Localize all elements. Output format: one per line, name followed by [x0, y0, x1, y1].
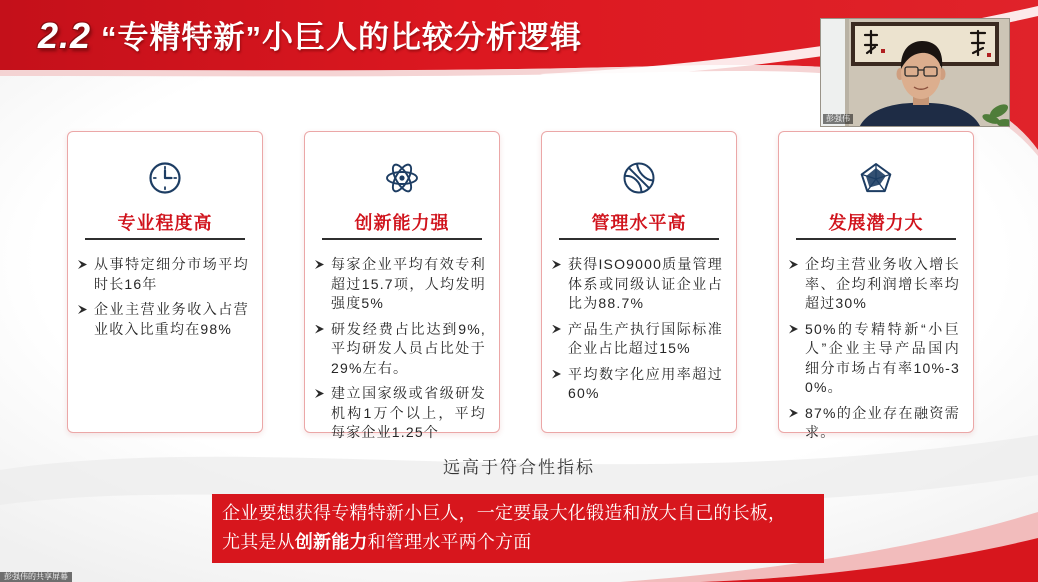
- conclusion-callout: [212, 494, 824, 563]
- bullet-text: 企业主营业务收入占营业收入比重均在98%: [94, 301, 249, 337]
- list-item: [789, 320, 960, 398]
- webcam-feed: [821, 19, 1010, 127]
- bullet-text: 50%的专精特新“小巨人”企业主导产品国内细分市场占有率10%-30%。: [805, 320, 960, 395]
- presenter-video-tile[interactable]: [820, 18, 1010, 127]
- bullet-list: [305, 255, 499, 443]
- arrow-bullet-icon: [78, 305, 87, 314]
- bullet-list: [542, 255, 736, 404]
- callout-text: 尤其是从: [222, 532, 295, 552]
- list-item: [552, 320, 723, 359]
- bullet-list: [779, 255, 973, 443]
- arrow-bullet-icon: [552, 325, 561, 334]
- slide-title: [38, 14, 582, 60]
- card-innovation: [304, 131, 500, 440]
- bullet-text: 研发经费占比达到9%,平均研发人员占比处于29%左右。: [331, 320, 486, 376]
- arrow-bullet-icon: [552, 370, 561, 379]
- list-item: [789, 404, 960, 443]
- card-growth-potential: [778, 131, 974, 440]
- list-item: [315, 384, 486, 443]
- title-underline: [796, 238, 956, 240]
- card-specialization: [67, 131, 263, 433]
- bullet-text: 建立国家级或省级研发机构1万个以上，平均每家企业1.25个: [331, 385, 486, 440]
- basketball-icon: [621, 160, 657, 196]
- feature-cards: [67, 131, 974, 440]
- arrow-bullet-icon: [789, 260, 798, 269]
- bullet-text: 从事特定细分市场平均时长16年: [94, 256, 249, 292]
- arrow-bullet-icon: [315, 325, 324, 334]
- card-title: 发展潜力大: [828, 213, 924, 233]
- list-item: [78, 255, 249, 294]
- card-title: 管理水平高: [591, 213, 687, 233]
- list-item: [552, 255, 723, 314]
- section-number: 2.2: [38, 15, 92, 56]
- card-management: [541, 131, 737, 433]
- arrow-bullet-icon: [78, 260, 87, 269]
- card-title: 创新能力强: [354, 213, 450, 233]
- bullet-text: 企均主营业务收入增长率、企均利润增长率均超过30%: [805, 256, 960, 311]
- list-item: [315, 255, 486, 314]
- bullet-list: [68, 255, 262, 339]
- bullet-text: 获得ISO9000质量管理体系或同级认证企业占比为88.7%: [568, 256, 723, 311]
- callout-line-1: 企业要想获得专精特新小巨人，一定要最大化锻造和放大自己的长板，: [222, 503, 787, 523]
- callout-line-2: [222, 528, 824, 557]
- bullet-text: 每家企业平均有效专利超过15.7项，人均发明强度5%: [331, 256, 486, 311]
- bullet-text: 平均数字化应用率超过60%: [568, 365, 723, 401]
- presenter-name-label: 彭强伟: [823, 114, 853, 124]
- radar-chart-icon: [858, 160, 894, 196]
- arrow-bullet-icon: [789, 325, 798, 334]
- list-item: [78, 300, 249, 339]
- arrow-bullet-icon: [552, 260, 561, 269]
- atom-icon: [384, 160, 420, 196]
- list-item: [789, 255, 960, 314]
- arrow-bullet-icon: [315, 389, 324, 398]
- bullet-text: 产品生产执行国际标准企业占比超过15%: [568, 320, 723, 356]
- callout-text: 和管理水平两个方面: [367, 532, 532, 552]
- title-underline: [322, 238, 482, 240]
- bullet-text: 87%的企业存在融资需求。: [805, 404, 960, 440]
- list-item: [315, 320, 486, 379]
- summary-caption: 远高于符合性指标: [443, 458, 595, 477]
- card-title: 专业程度高: [117, 213, 213, 233]
- list-item: [552, 365, 723, 404]
- clock-icon: [147, 160, 183, 196]
- slide-title-text: “专精特新”小巨人的比较分析逻辑: [101, 20, 583, 55]
- callout-emphasis: 创新能力: [294, 532, 368, 552]
- arrow-bullet-icon: [789, 409, 798, 418]
- arrow-bullet-icon: [315, 260, 324, 269]
- title-underline: [559, 238, 719, 240]
- screen-share-label: 彭强伟的共享屏幕: [0, 572, 72, 582]
- title-underline: [85, 238, 245, 240]
